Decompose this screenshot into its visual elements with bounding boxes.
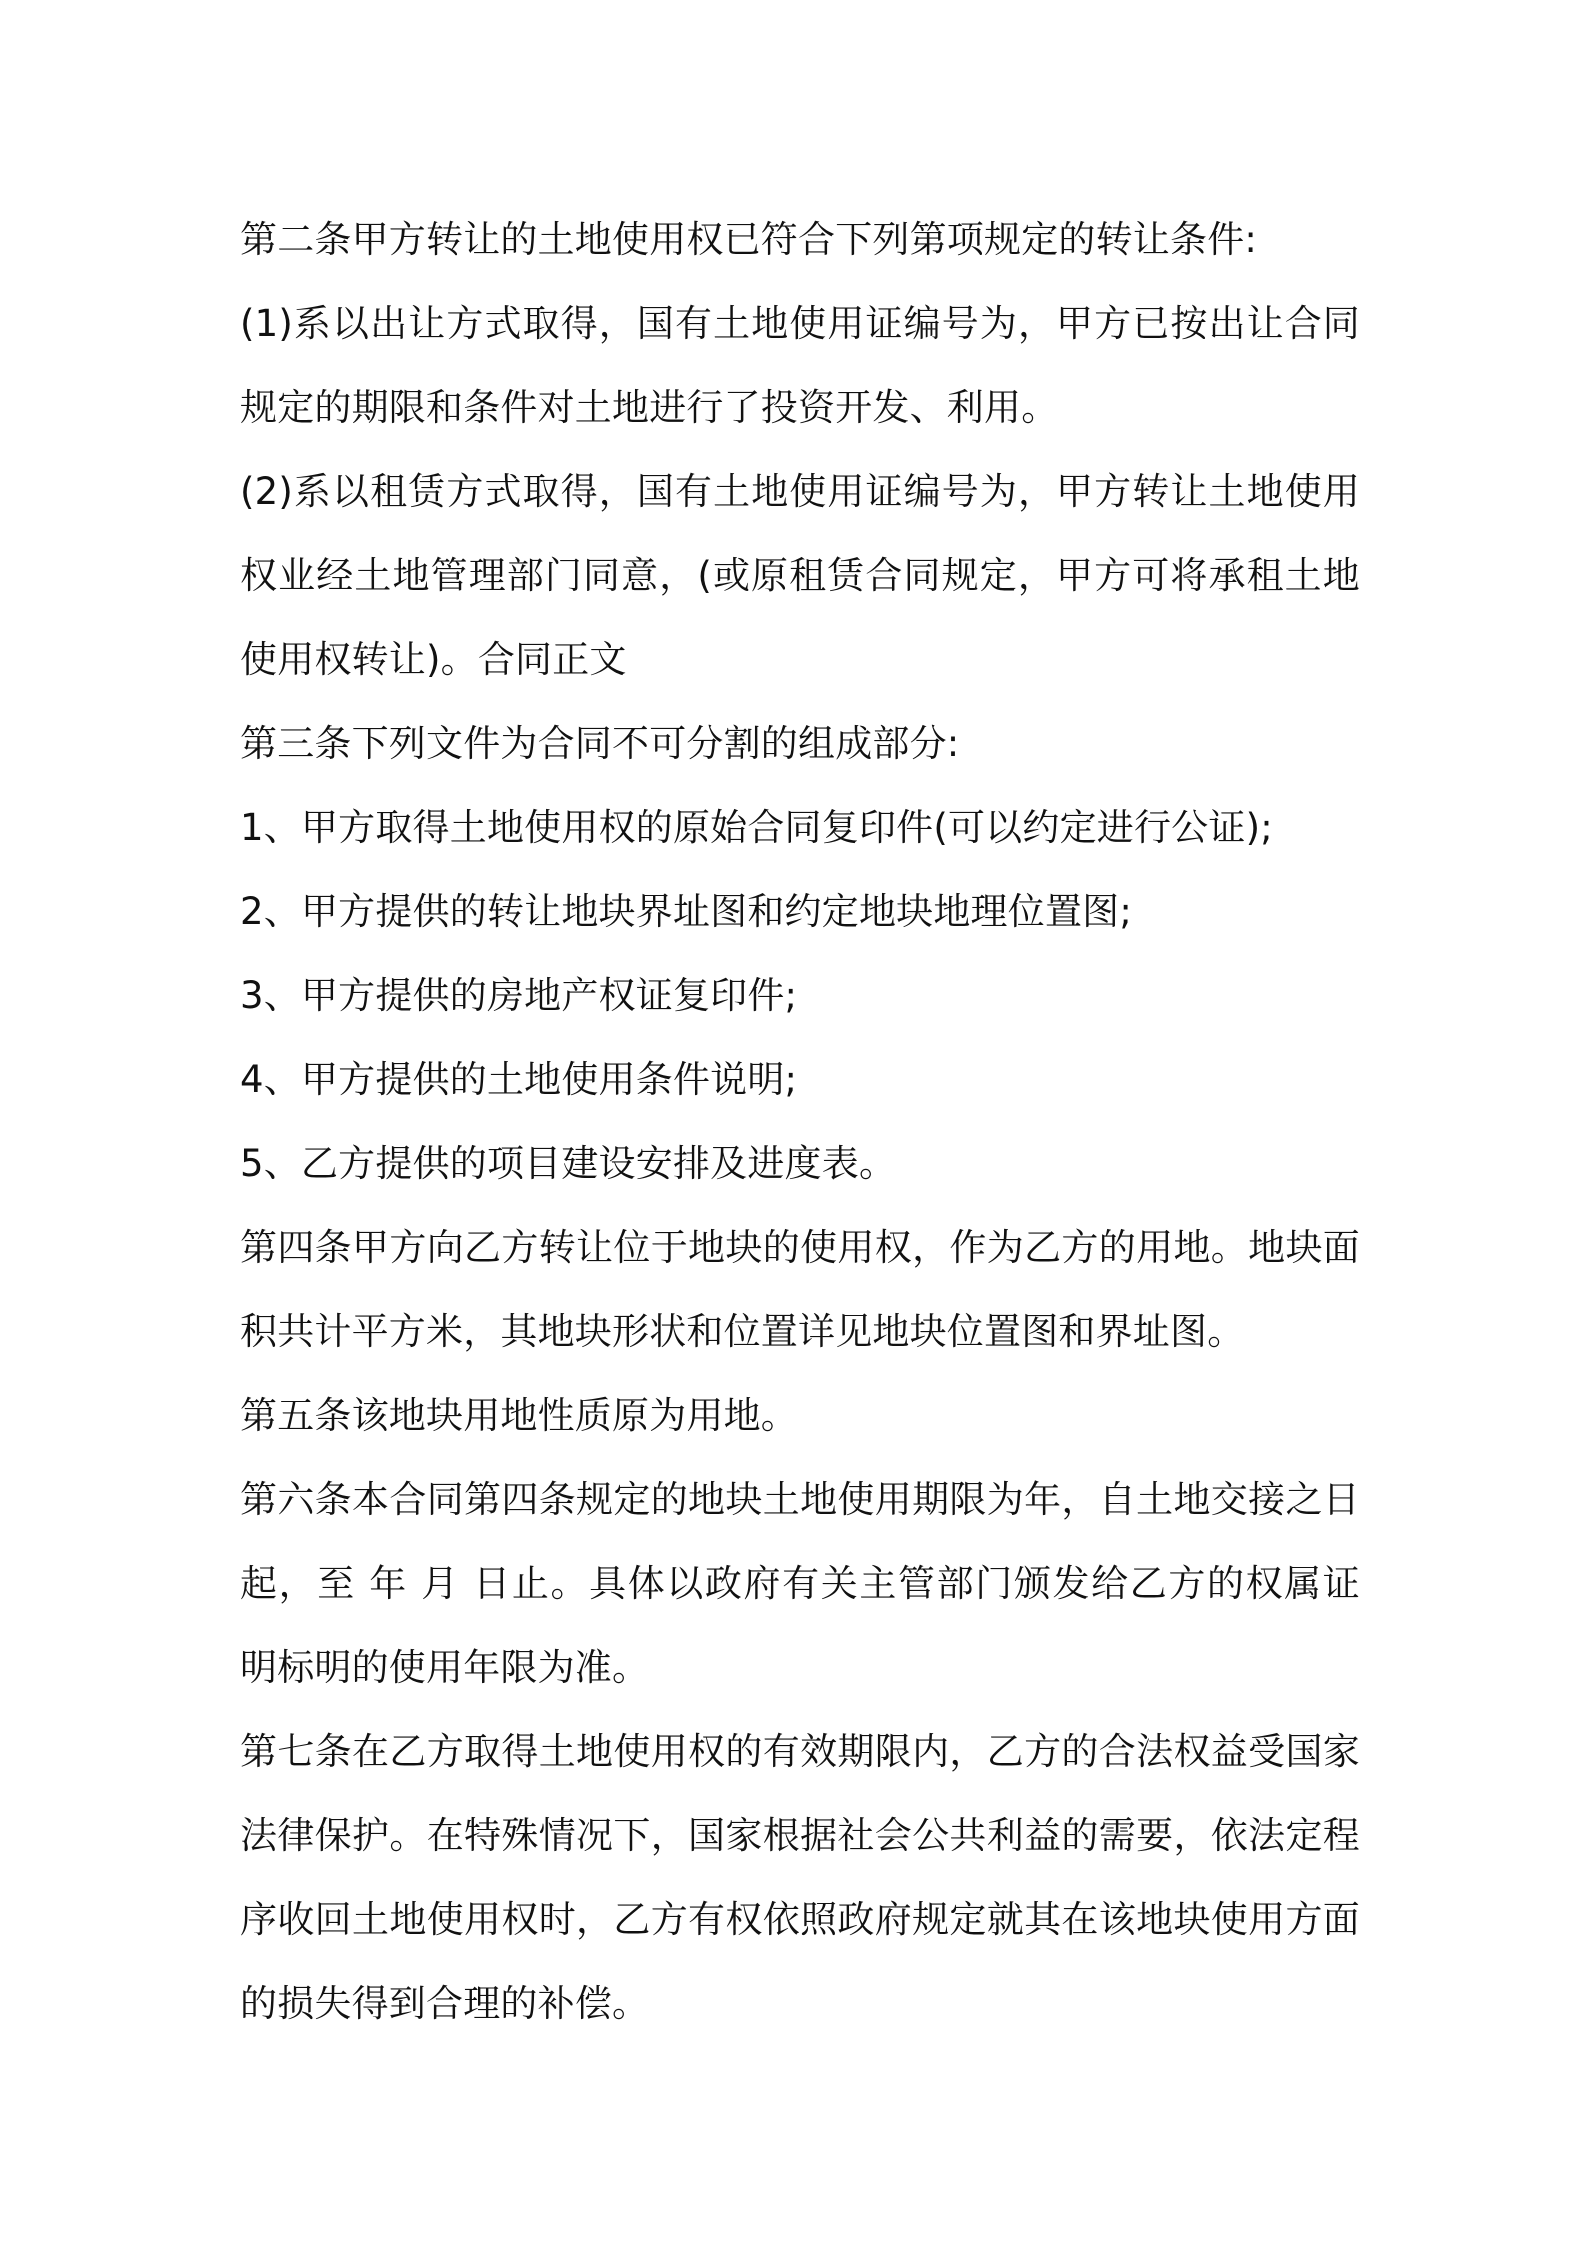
text-line: (2)系以租赁方式取得，国有土地使用证编号为，甲方转让土地使用 xyxy=(240,470,1360,513)
contract-text xyxy=(240,198,1360,2046)
text-line: 积共计平方米，其地块形状和位置详见地块位置图和界址图。 xyxy=(240,1310,1245,1353)
text-line: 使用权转让)。合同正文 xyxy=(240,638,627,681)
text-line: 第二条甲方转让的土地使用权已符合下列第项规定的转让条件: xyxy=(240,218,1258,261)
text-line: 5、乙方提供的项目建设安排及进度表。 xyxy=(240,1142,897,1185)
text-line: 第六条本合同第四条规定的地块土地使用期限为年，自土地交接之日 xyxy=(240,1478,1360,1521)
text-line: 第七条在乙方取得土地使用权的有效期限内，乙方的合法权益受国家 xyxy=(240,1730,1360,1773)
text-line: 3、甲方提供的房地产权证复印件; xyxy=(240,974,798,1017)
text-line: 的损失得到合理的补偿。 xyxy=(240,1982,650,2025)
text-line: 法律保护。在特殊情况下，国家根据社会公共利益的需要，依法定程 xyxy=(240,1814,1360,1857)
text-line: 明标明的使用年限为准。 xyxy=(240,1646,650,1689)
text-line: 第四条甲方向乙方转让位于地块的使用权，作为乙方的用地。地块面 xyxy=(240,1226,1360,1269)
text-line: 权业经土地管理部门同意，(或原租赁合同规定，甲方可将承租土地 xyxy=(240,554,1360,597)
text-line: 1、甲方取得土地使用权的原始合同复印件(可以约定进行公证); xyxy=(240,806,1273,849)
text-line: 序收回土地使用权时，乙方有权依照政府规定就其在该地块使用方面 xyxy=(240,1898,1360,1941)
text-line: 第五条该地块用地性质原为用地。 xyxy=(240,1394,798,1437)
text-line: 起，至 年 月 日止。具体以政府有关主管部门颁发给乙方的权属证 xyxy=(240,1562,1360,1605)
text-line: (1)系以出让方式取得，国有土地使用证编号为，甲方已按出让合同 xyxy=(240,302,1360,345)
text-line: 4、甲方提供的土地使用条件说明; xyxy=(240,1058,798,1101)
text-line: 第三条下列文件为合同不可分割的组成部分: xyxy=(240,722,960,765)
text-line: 规定的期限和条件对土地进行了投资开发、利用。 xyxy=(240,386,1059,429)
text-line: 2、甲方提供的转让地块界址图和约定地块地理位置图; xyxy=(240,890,1133,933)
